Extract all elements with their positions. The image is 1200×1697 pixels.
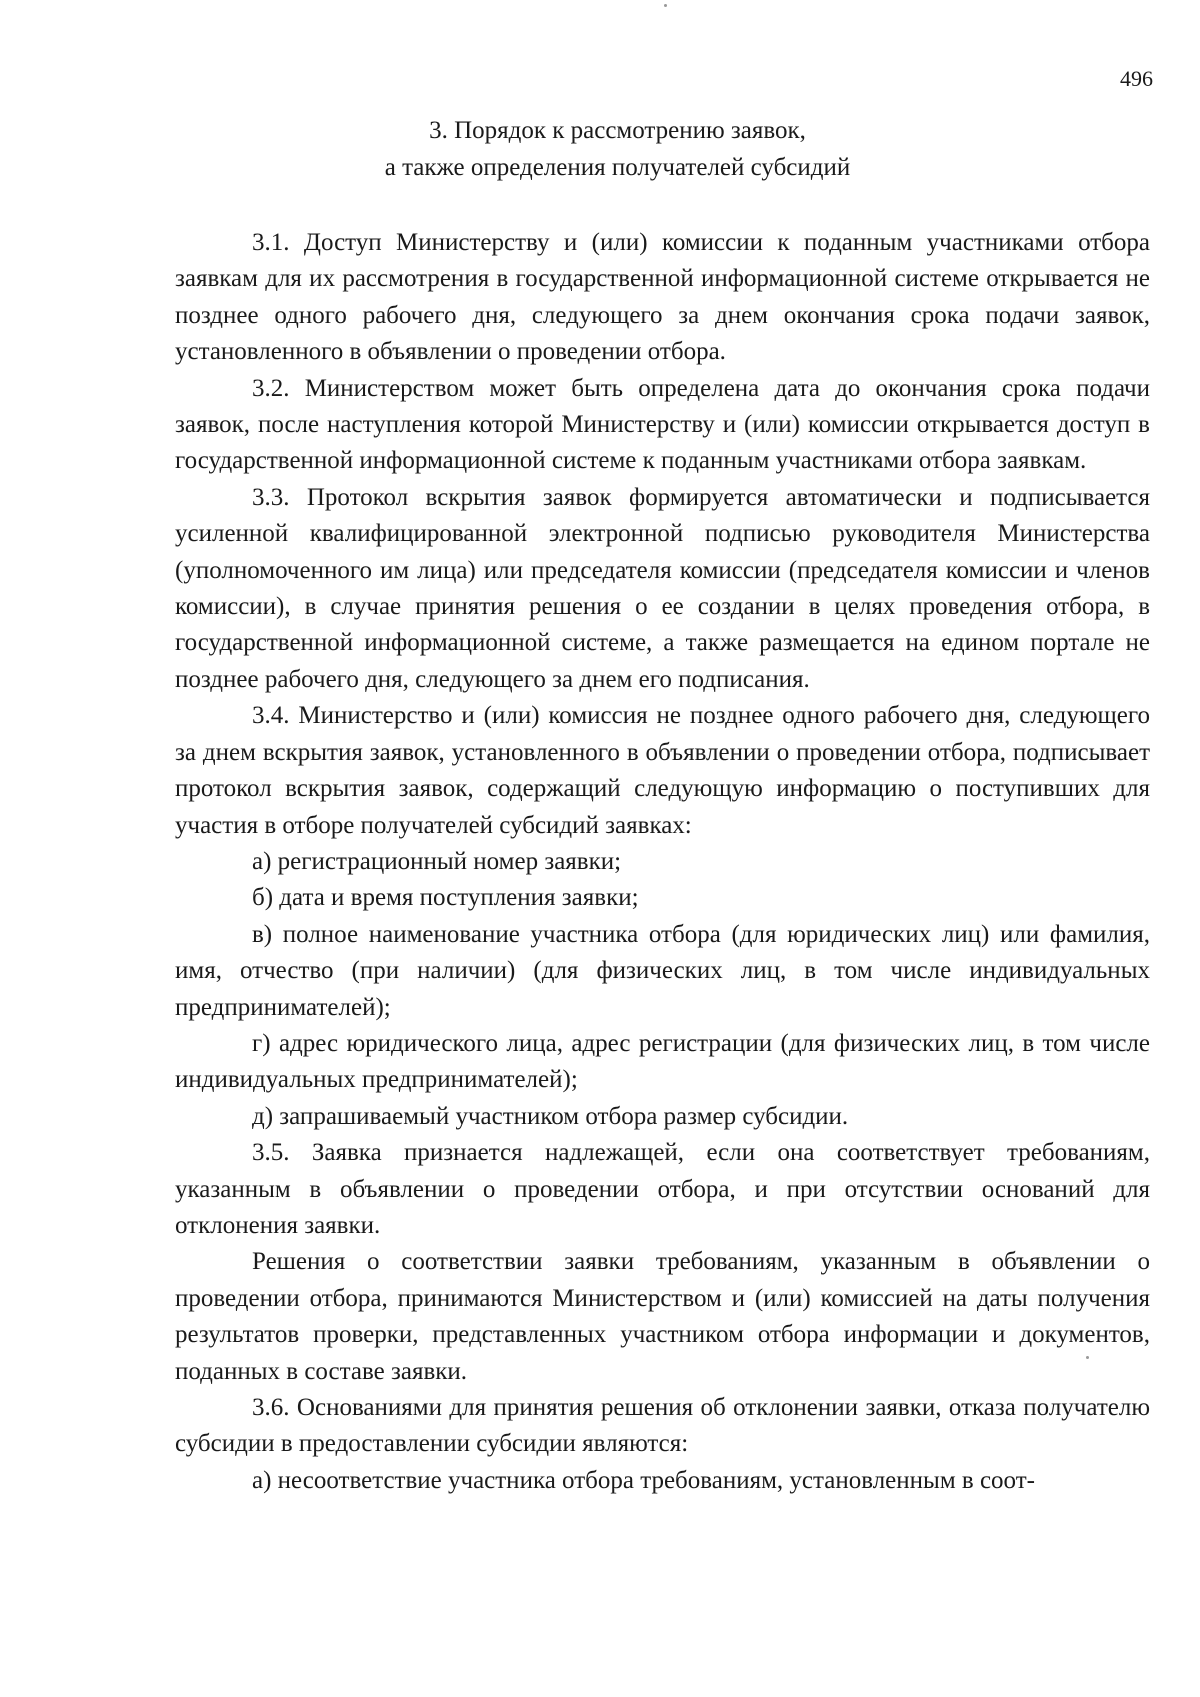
paragraph-3-1: 3.1. Доступ Министерству и (или) комиссии к поданным участниками отбора заявкам для их рассмотрения в государственной информационной системе открывается не позднее одного рабочего дня, следующего за днем окончания срока подачи заявок, установленного в объявлении о проведении отбора.: [175, 229, 1150, 366]
list-item-v: в) полное наименование участника отбора (для юридических лиц) или фамилия, имя, отчество (при наличии) (для физических лиц, в том числе индивидуальных предпринимателей);: [175, 920, 1150, 1021]
list-item-a-rejection: а) несоответствие участника отбора требованиям, установленным в соот-: [252, 1466, 1035, 1494]
list-item-b: б) дата и время поступления заявки;: [252, 884, 639, 912]
list-item-g: г) адрес юридического лица, адрес регистрации (для физических лиц, в том числе индивидуальных предпринимателей);: [175, 1029, 1150, 1094]
section-heading: [175, 112, 1060, 186]
document-body: [175, 225, 1150, 1499]
paragraph-3-3: 3.3. Протокол вскрытия заявок формируется автоматически и подписывается усиленной квалифицированной электронной подписью руководителя Министерства (уполномоченного им лица) или председателя комиссии (председателя комиссии и членов комиссии), в случае принятия решения о ее создании в целях проведения отбора, в государственной информационной системе, а также размещается на едином портале не позднее рабочего дня, следующего за днем его подписания.: [175, 483, 1150, 693]
heading-line-2: а также определения получателей субсидий: [384, 154, 851, 181]
paragraph-3-5: 3.5. Заявка признается надлежащей, если она соответствует требованиям, указанным в объявлении о проведении отбора, и при отсутствии оснований для отклонения заявки.: [175, 1139, 1150, 1239]
paragraph-3-6: 3.6. Основаниями для принятия решения об отклонении заявки, отказа получателю субсидии в предоставлении субсидии являются:: [175, 1394, 1150, 1458]
paragraph-3-2: 3.2. Министерством может быть определена дата до окончания срока подачи заявок, после наступления которой Министерству и (или) комиссии открывается доступ в государственной информационной системе к поданным участниками отбора заявкам.: [175, 374, 1150, 475]
heading-line-1: 3. Порядок к рассмотрению заявок,: [429, 117, 806, 144]
list-item-a: а) регистрационный номер заявки;: [252, 847, 622, 875]
paragraph-decisions: Решения о соответствии заявки требованиям, указанным в объявлении о проведении отбора, принимаются Министерством и (или) комиссией на даты получения результатов проверки, представленных участником отбора информации и документов, поданных в составе заявки.: [175, 1248, 1150, 1385]
paragraph-3-4: 3.4. Министерство и (или) комиссия не позднее одного рабочего дня, следующего за днем вскрытия заявок, установленного в объявлении о проведении отбора, подписывает протокол вскрытия заявок, содержащий следующую информацию о поступивших для участия в отборе получателей субсидий заявках:: [175, 702, 1150, 839]
scan-speck: [664, 4, 667, 7]
list-item-d: д) запрашиваемый участником отбора размер субсидии.: [252, 1102, 849, 1130]
page-number: 496: [1120, 66, 1153, 91]
